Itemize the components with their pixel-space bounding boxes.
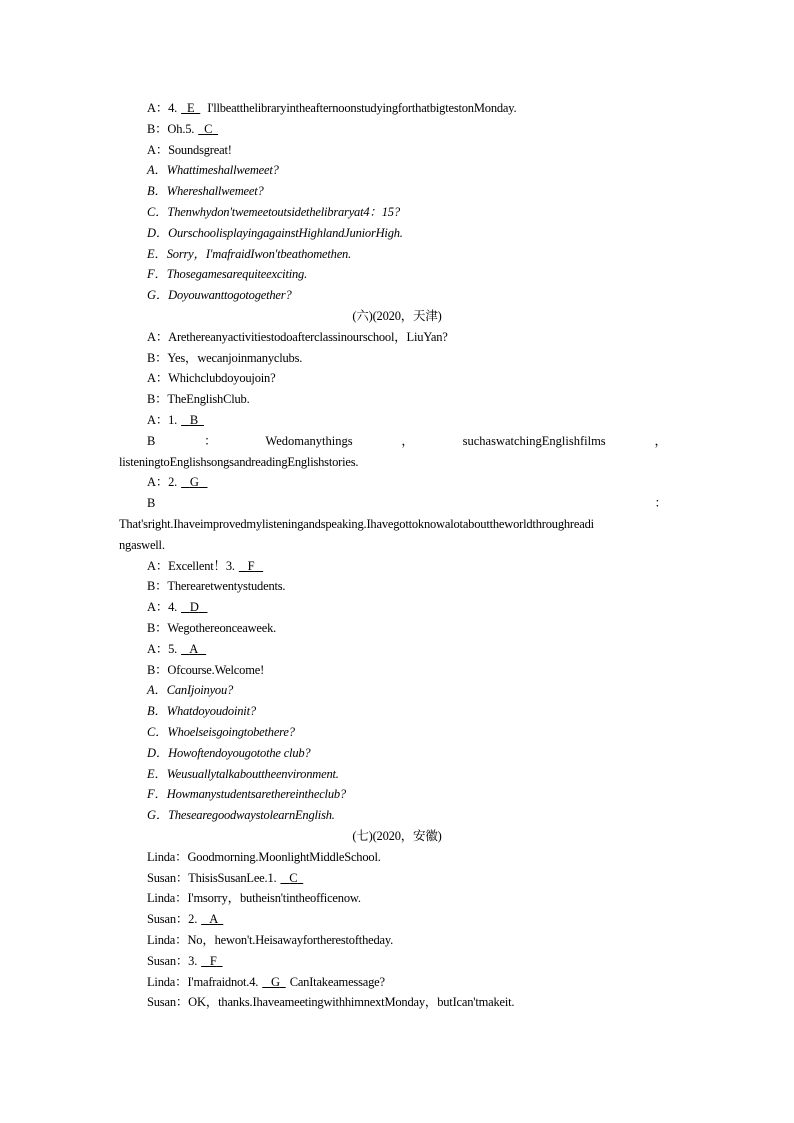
- answer-blank: F: [247, 559, 255, 573]
- dialogue-line: Susan：3. F: [147, 953, 227, 969]
- option-item: G．ThesearegoodwaystolearnEnglish.: [147, 808, 335, 822]
- wrapped-line: listeningtoEnglishsongsandreadingEnglishstories.: [119, 455, 359, 469]
- dialogue-line: A：1. B: [147, 412, 208, 428]
- dialogue-line: B：Yes，wecanjoinmanyclubs.: [147, 351, 303, 365]
- answer-blank: G: [271, 975, 280, 989]
- answer-blank: E: [186, 101, 195, 115]
- dialogue-line: B：TheEnglishClub.: [147, 392, 250, 406]
- dialogue-line: Susan：OK，thanks.IhaveameetingwithhimnextMonday，butIcan'tmakeit.: [147, 995, 515, 1009]
- dialogue-line: A：Whichclubdoyoujoin?: [147, 371, 276, 385]
- option-item: G．Doyouwanttogotogether?: [147, 288, 292, 302]
- option-item: D．OurschoolisplayingagainstHighlandJuniorHigh.: [147, 226, 403, 240]
- answer-blank: G: [189, 475, 199, 489]
- answer-blank: D: [189, 600, 199, 614]
- option-item: F．Thosegamesarequiteexciting.: [147, 267, 308, 281]
- justified-dialogue-line: B ：: [147, 496, 667, 510]
- option-item: C．Whoelseisgoingtobethere?: [147, 725, 295, 739]
- dialogue-line: A：Excellent！3. F: [147, 558, 267, 574]
- wrapped-line: ngaswell.: [119, 538, 165, 552]
- answer-blank: B: [189, 413, 199, 427]
- dialogue-line: A：4. E I'llbeatthelibraryintheafternoonstudyingforthatbigtestonMonday.: [147, 101, 517, 115]
- dialogue-line: Linda：No，hewon't.Heisawayfortherestoftheday.: [147, 933, 394, 947]
- dialogue-line: B：Therearetwentystudents.: [147, 579, 286, 593]
- dialogue-line: A：Arethereanyactivitiestodoafterclassinourschool，LiuYan?: [147, 330, 448, 344]
- option-item: A．CanIjoinyou?: [147, 683, 234, 697]
- option-item: A．Whattimeshallwemeet?: [147, 163, 279, 177]
- option-item: F．Howmanystudentsarethereintheclub?: [147, 787, 346, 801]
- option-item: B．Whatdoyoudoinit?: [147, 704, 256, 718]
- section-heading: (七)(2020，安徽): [352, 829, 442, 843]
- dialogue-line: Susan：2. A: [147, 911, 227, 927]
- option-item: B．Whereshallwemeet?: [147, 184, 264, 198]
- dialogue-line: A：4. D: [147, 599, 212, 615]
- answer-blank: A: [189, 642, 198, 656]
- dialogue-line: Linda：Goodmorning.MoonlightMiddleSchool.: [147, 850, 381, 864]
- dialogue-line: Susan：ThisisSusanLee.1. C: [147, 870, 307, 886]
- justified-dialogue-line: B ： Wedomanythings ， suchaswatchingEnglishfilms ，: [147, 434, 667, 448]
- dialogue-line: A：Soundsgreat!: [147, 143, 232, 157]
- dialogue-line: A：5. A: [147, 641, 210, 657]
- answer-blank: C: [289, 871, 298, 885]
- answer-blank: F: [209, 954, 217, 968]
- dialogue-line: A：2. G: [147, 474, 212, 490]
- option-item: C．Thenwhydon'twemeetoutsidethelibraryat4：15?: [147, 205, 400, 219]
- wrapped-line: That'sright.Ihaveimprovedmylisteningandspeaking.Ihavegottoknowalotabouttheworldthroughreadi: [119, 517, 594, 531]
- section-heading: (六)(2020，天津): [352, 309, 442, 323]
- answer-blank: C: [204, 122, 213, 136]
- dialogue-line: Linda：I'msorry，butheisn'tintheofficenow.: [147, 891, 361, 905]
- dialogue-line: B：Ofcourse.Welcome!: [147, 663, 265, 677]
- option-item: D．Howoftendoyougotothe club?: [147, 746, 311, 760]
- option-item: E．Sorry，I'mafraidIwon'tbeathomethen.: [147, 247, 352, 261]
- dialogue-line: Linda：I'mafraidnot.4. G CanItakeamessage?: [147, 975, 385, 989]
- option-item: E．Weusuallytalkabouttheenvironment.: [147, 767, 339, 781]
- dialogue-line: B：Wegothereonceaweek.: [147, 621, 277, 635]
- answer-blank: A: [209, 912, 218, 926]
- dialogue-line: B：Oh.5. C: [147, 121, 222, 137]
